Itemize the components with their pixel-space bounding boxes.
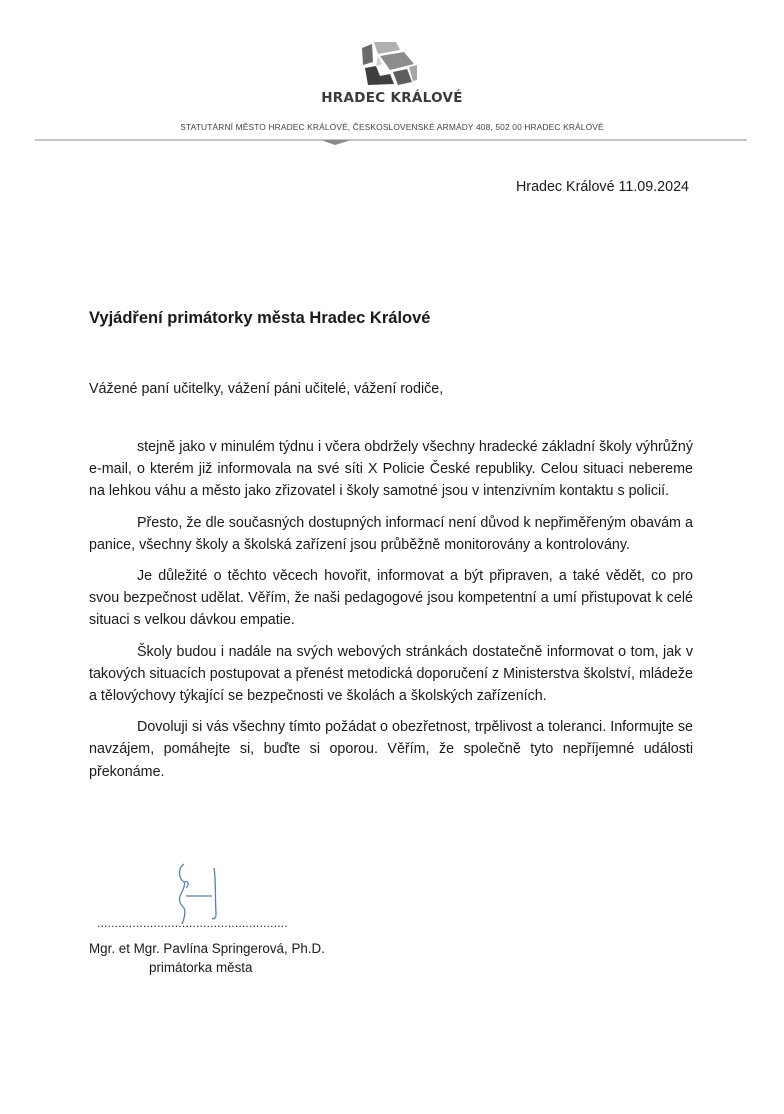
body-paragraph: Školy budou i nadále na svých webových stránkách dostatečně informovat o tom, jak v takových situacích postupovat a přenést metodická doporučení z Ministerstva školství, mládeže a tělovýchovy týkající se bezpečnosti ve školách a školských zařízeních. (89, 643, 693, 705)
body-paragraph: Je důležité o těchto věcech hovořit, informovat a být připraven, a také vědět, co pro svou bezpečnost udělat. Věřím, že naši pedagogové jsou kompetentní a umí přistupovat k celé situaci s velkou dávkou empatie. (89, 568, 693, 629)
letter-body (89, 436, 693, 792)
header-divider (35, 139, 747, 147)
signature-line: ...................................................... (97, 916, 288, 930)
hradec-kralove-emblem-icon (360, 40, 418, 86)
body-paragraph: Přesto, že dle současných dostupných informací není důvod k nepřiměřeným obavám a panice, všechny školy a školská zařízení jsou průběžně monitorovány a kontrolovány. (89, 514, 693, 553)
signatory-name: Mgr. et Mgr. Pavlína Springerová, Ph.D. (89, 941, 325, 956)
signatory-role: primátorka města (149, 960, 253, 975)
letter-title: Vyjádření primátorky města Hradec Králové (89, 309, 431, 327)
city-office-address: STATUTÁRNÍ MĚSTO HRADEC KRÁLOVÉ, ČESKOSLOVENSKÉ ARMÁDY 408, 502 00 HRADEC KRÁLOVÉ (180, 122, 604, 132)
body-paragraph: stejně jako v minulém týdnu i včera obdržely všechny hradecké základní školy výhrůžný e-mail, o kterém již informovala na své síti X Policie České republiky. Celou situaci nebereme na lehkou váhu a město jako zřizovatel i školy samotné jsou v intenzivním kontaktu s policií. (89, 439, 693, 500)
letter-salutation: Vážené paní učitelky, vážení páni učitelé, vážení rodiče, (89, 381, 444, 397)
letter-date: Hradec Králové 11.09.2024 (515, 179, 689, 195)
body-paragraph: Dovoluji si vás všechny tímto požádat o obezřetnost, trpělivost a toleranci. Informujte se navzájem, pomáhejte si, buďte si oporou. Věřím, že společně tyto nepříjemné události překonáme. (89, 719, 693, 780)
city-brand-name: HRADEC KRÁLOVÉ (321, 90, 463, 106)
